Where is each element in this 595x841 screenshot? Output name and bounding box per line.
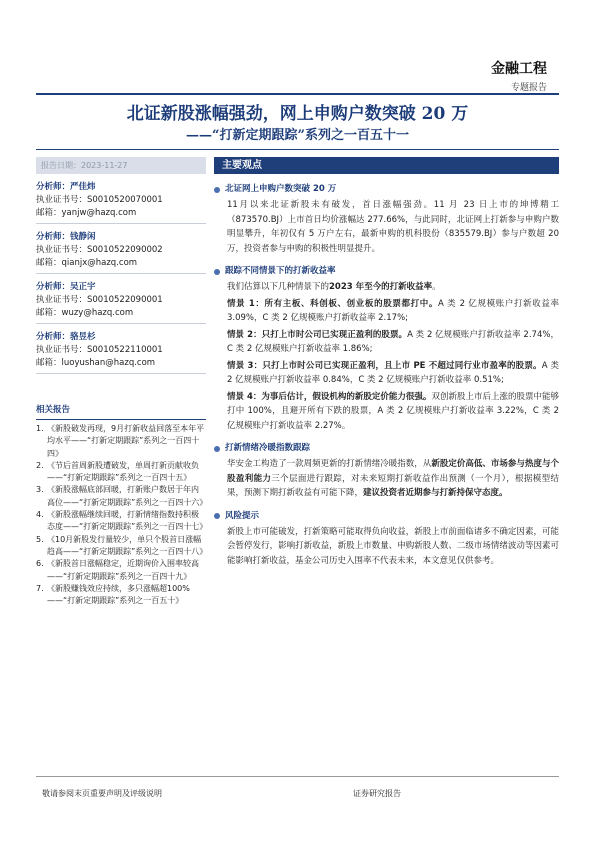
paragraph <box>214 280 559 295</box>
section-heading <box>214 442 559 455</box>
analyst-email: 邮箱：yanjw@hazq.com <box>36 208 137 218</box>
analyst-name: 分析师：吴正宇 <box>36 282 96 292</box>
heading-text: 北证网上申购户数突破 20 万 <box>225 184 337 194</box>
text-run: 华安金工构造了一款周频更新的打新情绪冷暖指数，从 <box>227 459 432 469</box>
text-run: 三个层面进行跟踪，对未来短期打新收益作出预测（一个月），根据模型结果，预测下期打新收益有可能下降， <box>227 473 559 498</box>
section-title: 主要观点 <box>214 157 559 174</box>
scenario-paragraph <box>214 359 559 388</box>
list-item-number: 6. <box>36 559 44 569</box>
analyst-name: 分析师：骆昱杉 <box>36 332 96 342</box>
section-heading <box>214 510 559 523</box>
analyst-divider <box>36 373 206 374</box>
list-item-number: 1. <box>36 424 44 433</box>
analyst-email: 邮箱：luoyushan@hazq.com <box>36 358 156 368</box>
analyst-email: 邮箱：qianjx@hazq.com <box>36 258 138 268</box>
header-divider <box>36 93 559 95</box>
analyst-block <box>36 281 206 324</box>
scenario-paragraph <box>214 390 559 434</box>
analyst-name: 分析师：严佳炜 <box>36 182 96 192</box>
bold-text: 新股定价高低、市场参与热度与个股盈利能力 <box>227 459 559 484</box>
section-heading <box>214 265 559 278</box>
list-item-text: 《新股赚钱效应持续，多只涨幅超100%——“打新定期跟踪”系列之一百五十》 <box>47 583 190 606</box>
analyst-cert: 执业证书号：S0010522090002 <box>36 245 163 255</box>
list-item[interactable] <box>36 534 206 559</box>
list-item-text: 《新股涨幅底部回暖，打新账户数居于年内高位——“打新定期跟踪”系列之一百四十六》 <box>47 485 208 507</box>
report-category: 金融工程 <box>491 61 547 77</box>
scenario-label: 情景 3：只打上市时公司已实现正盈利，且上市 PE 不超过同行业市盈率的股票。 <box>227 360 542 371</box>
report-date: 报告日期：2023-11-27 <box>36 157 206 174</box>
report-type: 专题报告 <box>510 83 547 93</box>
list-item-text: 《新股破发再现，9月打新收益回落至本年平均水平——“打新定期跟踪”系列之一百四十四》 <box>47 424 205 458</box>
analyst-email: 邮箱：wuzy@hazq.com <box>36 308 134 318</box>
scenario-label: 情景 1：所有主板、科创板、创业板的股票都打中。 <box>227 298 438 309</box>
scenario-label: 情景 4：为事后估计，假设机构的新股定价能力很强。 <box>227 391 432 402</box>
list-item-number: 4. <box>36 510 44 520</box>
paragraph: 11月以来北证新股未有破发，首日涨幅强劲。11 月 23 日上市的坤博精工（873570.BJ）上市首日均价涨幅达 277.66%，与此同时，北证网上打新参与申购户数明显攀升，年初仅有 5 万户左右，最新申购的机科股份（835579.BJ）参与户数超 20 万，投资者参与申购的积极性明显提升。 <box>227 200 559 254</box>
scenario-paragraph <box>214 328 559 357</box>
report-subtitle: ——“打新定期跟踪”系列之一百五十一 <box>186 128 409 143</box>
sidebar <box>36 157 206 607</box>
related-reports-list <box>36 423 206 607</box>
main-content <box>214 157 559 568</box>
footer-disclaimer: 敬请参阅末页重要声明及评级说明 <box>42 789 162 798</box>
list-item[interactable] <box>36 423 206 460</box>
text-run: 。 <box>432 282 441 292</box>
bullet-icon <box>214 446 220 452</box>
paragraph <box>214 457 559 501</box>
list-item-number: 3. <box>36 485 44 495</box>
list-item[interactable] <box>36 583 206 608</box>
related-reports-title: 相关报告 <box>36 404 206 420</box>
analyst-block <box>36 331 206 374</box>
bullet-icon <box>214 187 220 193</box>
list-item-number: 2. <box>36 460 44 470</box>
text-run: 我们估算以下几种情景下的 <box>227 282 330 292</box>
analyst-cert: 执业证书号：S0010520070001 <box>36 195 163 205</box>
list-item[interactable] <box>36 509 206 534</box>
list-item[interactable] <box>36 460 206 485</box>
scenario-text: A 类 2 亿规模账户打新收益率 0.84%，C 类 2 亿规模账户打新收益率 0.51%; <box>227 360 559 385</box>
analyst-block <box>36 231 206 274</box>
list-item-text: 《新股涨幅继续回暖，打新情绪指数持积极态度——“打新定期跟踪”系列之一百四十七》 <box>47 510 208 532</box>
analyst-divider <box>36 223 206 224</box>
report-title: 北证新股涨幅强劲，网上申购户数突破 20 万 <box>126 104 469 124</box>
heading-text: 打新情绪冷暖指数跟踪 <box>225 443 311 453</box>
analyst-cert: 执业证书号：S0010522090001 <box>36 295 163 305</box>
scenario-text: A 类 2 亿规模账户打新收益率 3.09%，C 类 2 亿规模账户打新收益率 2.17%; <box>227 298 559 323</box>
bullet-icon <box>214 269 220 275</box>
heading-text: 跟踪不同情景下的打新收益率 <box>225 266 336 276</box>
scenario-text: A 类 2 亿规模账户打新收益率 2.74%，C 类 2 亿规模账户打新收益率 1.86%; <box>227 329 559 354</box>
list-item[interactable] <box>36 484 206 509</box>
analyst-cert: 执业证书号：S0010522110001 <box>36 345 163 355</box>
bold-text: 2023 年至今的打新收益率 <box>329 282 433 292</box>
analyst-name: 分析师：钱静闲 <box>36 232 96 242</box>
list-item[interactable] <box>36 558 206 583</box>
list-item-number: 7. <box>36 583 44 593</box>
scenario-label: 情景 2：只打上市时公司已实现正盈利的股票。 <box>227 329 408 340</box>
scenario-paragraph <box>214 297 559 326</box>
section-heading <box>214 183 559 196</box>
footer-label: 证券研究报告 <box>353 789 401 798</box>
paragraph: 新股上市可能破发，打新策略可能取得负向收益，新股上市前面临诸多不确定因素，可能会暂停发行，影响打新收益，新股上市数量、申购新股人数、二级市场情绪波动等因素可能影响打新收益，基金公司历史入围率不代表未来，本文意见仅供参考。 <box>227 526 559 566</box>
analyst-divider <box>36 323 206 324</box>
heading-text: 风险提示 <box>225 510 260 521</box>
bold-text: 建议投资者近期参与打新持保守态度。 <box>363 488 508 498</box>
list-item-text: 《新股首日涨幅稳定，近期询价入围率较高——“打新定期跟踪”系列之一百四十九》 <box>47 559 199 581</box>
analyst-block <box>36 181 206 224</box>
analyst-divider <box>36 273 206 274</box>
scenario-text: 双创新股上市后上涨的股票中能够打中 100%，且避开所有下跌的股票，A 类 2 亿规模账户打新收益率 3.22%，C 类 2 亿规模账户打新收益率 2.27%。 <box>227 391 559 431</box>
bullet-icon <box>214 513 220 519</box>
list-item-text: 《节后首周新股遭破发，单周打新贡献收负——“打新定期跟踪”系列之一百四十五》 <box>47 460 199 483</box>
title-divider <box>36 149 559 150</box>
list-item-number: 5. <box>36 534 44 544</box>
list-item-text: 《10月新股发行量较少，单只个股首日涨幅趋高——“打新定期跟踪”系列之一百四十八》 <box>47 534 208 556</box>
footer-divider <box>36 776 559 777</box>
